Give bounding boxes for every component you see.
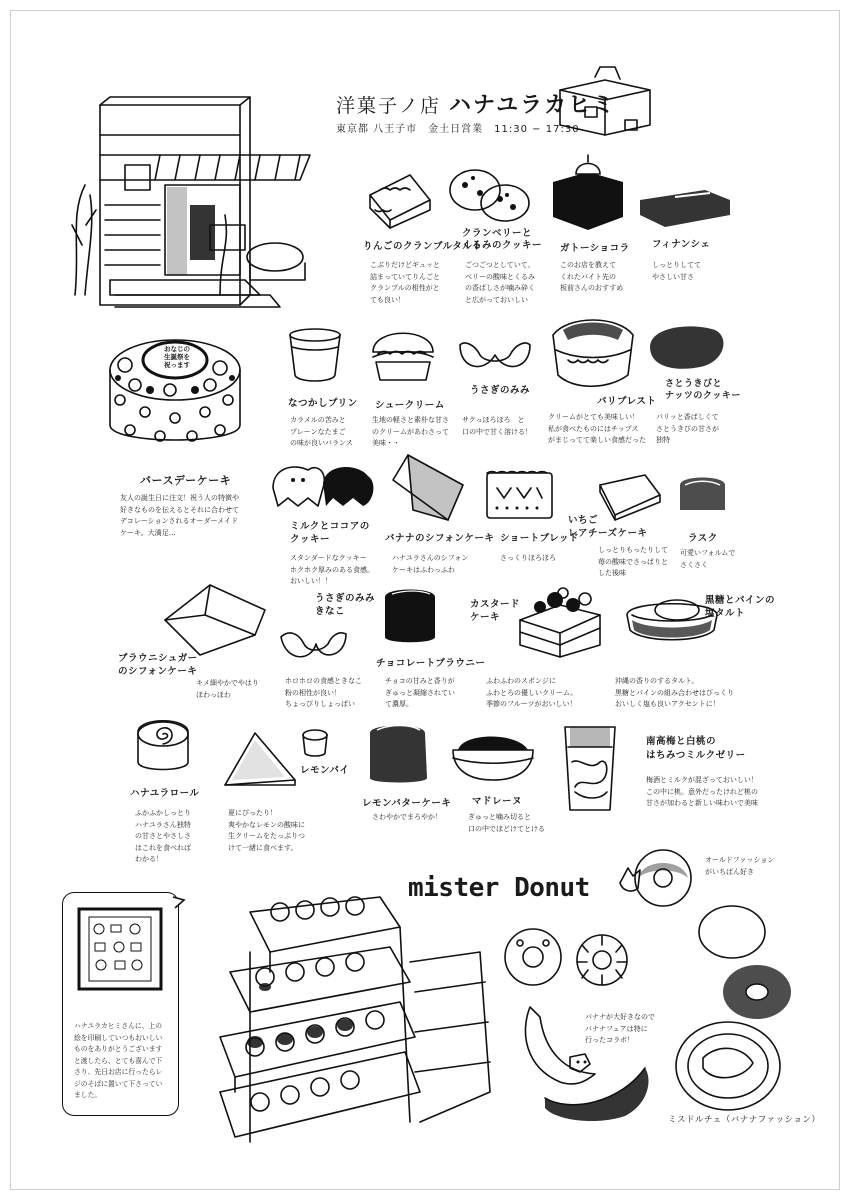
old-fashion-donut-icon	[618, 848, 700, 908]
milk-cocoa-cookie-illustration	[268, 458, 378, 513]
item-name-paris-brest: パリブレスト	[597, 396, 657, 407]
item-desc-pudding: カラメルの苦みと プレーンなたまご の味が良いバランス	[290, 416, 353, 447]
item-desc-rusk: 可愛いフォルムで さくさく	[680, 549, 736, 569]
brown-sugar-chiffon-illustration	[160, 580, 270, 660]
paris-brest-illustration	[548, 315, 638, 390]
item-desc-madeleine: ぎゅっと噛み切ると 口の中でほどけてとける	[468, 813, 545, 833]
item-desc-brown-sugar-chiffon: キメ細やかでやはり ほわっほわ	[196, 679, 259, 699]
item-name-rusk: ラスク	[688, 533, 718, 544]
item-name-custard-cake: カスタード ケーキ	[470, 599, 521, 623]
banana-chiffon-illustration	[388, 450, 468, 525]
item-desc-cream-puff: 生地の軽さと素朴な甘さ のクリームがあわさって 美味・・	[372, 416, 449, 447]
item-desc-custard-cake: ふわふわのスポンジに ふわとろの優しいクリーム。 季節のフルーツがおいしい！	[486, 677, 578, 708]
item-desc-financier: しっとりしてて やさしい甘さ	[652, 261, 701, 281]
misdolce-plate-illustration	[673, 1018, 783, 1113]
memo-speech-tail	[172, 896, 186, 910]
donut-chocolate-ring-icon	[720, 962, 795, 1022]
item-name-brown-sugar-chiffon: ブラウニシュガー のシフォンケーキ	[118, 653, 198, 677]
gateau-chocolat-illustration	[548, 152, 628, 232]
financier-illustration	[635, 185, 735, 230]
item-name-birthday-cake: バースデーケーキ	[140, 474, 232, 487]
banana-donut-illustration	[540, 1058, 655, 1123]
donut-plain-icon	[695, 902, 770, 962]
shop-name: ハナユラカヒミ	[449, 93, 617, 118]
item-desc-usagi-mimi-kinako: ホロホロの食感ときなこ 粉の相性が良い！ ちょっぴりしょっぱい	[285, 677, 362, 708]
lemon-pie-illustration	[220, 725, 330, 790]
item-desc-chocolate-brownie: チョコの甘みと香りが ぎゅっと凝縮されてい て濃厚。	[385, 677, 455, 708]
storefront-illustration	[70, 95, 320, 315]
donut-pon-de-ring-icon	[498, 925, 568, 990]
item-desc-lemon-butter-cake: さわやかでまろやか！	[372, 813, 442, 821]
cranberry-walnut-cookie-illustration	[445, 165, 535, 225]
item-desc-gateau-chocolat: このお店を教えて くれたバイト先の 板前さんのおすすめ	[560, 261, 624, 292]
item-name-hanayura-roll: ハナユラロール	[130, 788, 200, 799]
item-name-brown-sugar-pineapple-tart: 黒糖とパインの 塩タルト	[705, 595, 776, 619]
item-desc-banana-chiffon: ハナユラさんのシフォン ケーキはふわっふわ	[392, 554, 469, 574]
item-desc-milk-cocoa-cookie: スタンダードなクッキー ホクホク厚みのある食感。 おいしい！！	[290, 554, 374, 585]
old-fashion-note: オールドファッション がいちばん好き	[705, 856, 775, 876]
usagi-mimi-kinako-illustration	[276, 622, 351, 667]
item-name-banana-chiffon: バナナのシフォンケーキ	[385, 533, 495, 544]
item-desc-sugar-nut-cookie: パリッと香ばしくて さとうきびの甘さが 独特	[656, 413, 719, 444]
pudding-illustration	[285, 325, 345, 385]
cream-puff-illustration	[368, 322, 438, 387]
item-desc-paris-brest: クリームがとても美味しい！ 私が食べたものにはチップス がまじってて楽しい食感だった	[548, 413, 646, 444]
lemon-butter-cake-illustration	[365, 718, 435, 788]
mister-donut-title: mister Donut	[408, 873, 590, 903]
item-name-sugar-nut-cookie: さとうきびと ナッツのクッキー	[665, 379, 741, 401]
birthday-cake-plate-text: おなじの 生誕祭を 祝っます	[164, 345, 190, 369]
item-desc-lemon-pie: 夏にぴったり！ 爽やかなレモンの酸味に 生クリームをたっぷりつ けて一緒に食べます。	[228, 809, 305, 852]
sugar-nut-cookie-illustration	[645, 322, 730, 372]
item-name-chocolate-brownie: チョコレートブラウニー	[376, 658, 486, 669]
madeleine-illustration	[448, 730, 538, 785]
apple-crumble-tart-illustration	[365, 170, 435, 230]
item-name-cream-puff: シュークリーム	[375, 400, 445, 411]
brown-sugar-pineapple-tart-illustration	[622, 585, 722, 645]
cake-box-icon	[555, 65, 655, 135]
memo-drawing-thumbnail	[77, 907, 163, 991]
banana-note: バナナが大好きなので バナナフェアは特に 行ったコラボ！	[585, 1013, 655, 1044]
donut-display-shelf-illustration	[210, 892, 495, 1167]
item-desc-birthday-cake: 友人の誕生日に注文！祝う人の特徴や 好きなものを伝えるとそれに合わせて デコレーションされるオーダーメイド ケーキ。大満足…	[120, 494, 239, 537]
item-desc-peach-jelly: 梅酒とミルクが混ざっておいしい！ この中に桃。意外だったけれど桃の 甘さが加わると新しい味わいで美味	[646, 776, 758, 807]
item-name-usagi-mimi-kinako: うさぎのみみ きなこ	[315, 593, 376, 617]
custard-cake-illustration	[515, 585, 605, 660]
item-name-strawberry-rare-cheese: いちご レアチーズケーキ	[568, 515, 648, 539]
hanayura-roll-illustration	[128, 712, 198, 777]
item-name-madeleine: マドレーヌ	[472, 796, 523, 807]
item-name-cranberry-walnut-cookie: クランベリーと くるみのクッキー	[462, 228, 543, 251]
item-desc-brown-sugar-pineapple-tart: 沖縄の香りのするタルト。 黒糖とパインの組み合わせはびっくり おいしく塩も良いアクセントに！	[615, 677, 734, 708]
item-name-apple-crumble-tart: りんごのクランブルタルト	[363, 241, 483, 252]
shortbread-illustration	[482, 468, 557, 523]
item-name-lemon-pie: レモンパイ	[300, 765, 350, 776]
item-name-usagi-mimi: うさぎのみみ	[470, 385, 531, 396]
item-desc-usagi-mimi: サクっほろほろ と 口の中で甘く溶ける！	[462, 416, 532, 436]
item-desc-shortbread: さっくりほろほろ	[500, 554, 556, 562]
item-name-lemon-butter-cake: レモンバターケーキ	[362, 798, 452, 809]
item-name-gateau-chocolat: ガトーショコラ	[560, 243, 630, 254]
item-name-shortbread: ショートブレッド	[500, 533, 580, 544]
shop-address: 東京都 八王子市 金土日営業 11:30 − 17:30	[336, 124, 580, 135]
item-name-peach-jelly: 南高梅と白桃の はちみつミルクゼリー	[646, 736, 746, 761]
item-desc-cranberry-walnut-cookie: ごつごつとしていて、 ベリーの酸味とくるみ の香ばしさが噛み砕く と広がっておいしい	[465, 261, 535, 304]
peach-jelly-illustration	[560, 722, 620, 817]
usagi-mimi-illustration	[455, 335, 535, 375]
rusk-illustration	[675, 470, 730, 515]
chocolate-brownie-illustration	[380, 582, 440, 647]
misdolce-caption: ミスドルチェ（バナナファッション）	[668, 1115, 821, 1125]
item-desc-hanayura-roll: ふかふかしっとり ハナユラさん独特 の甘さとやさしさ はこれを食べれば わかる！	[135, 809, 191, 863]
item-desc-strawberry-rare-cheese: しっとりもったりして 苺の酸味でさっぱりと した後味	[598, 546, 668, 577]
donut-french-cruller-icon	[570, 930, 635, 990]
item-name-milk-cocoa-cookie: ミルクとココアの クッキー	[290, 521, 370, 545]
memo-card	[62, 892, 179, 1116]
item-desc-apple-crumble-tart: こぶりだけどギュッと 詰まっていてりんごと クランブルの相性がと ても良い！	[370, 261, 440, 304]
strawberry-rare-cheese-illustration	[595, 470, 665, 520]
item-name-financier: フィナンシェ	[652, 239, 711, 250]
shop-prefix: 洋菓子ノ店	[336, 95, 442, 117]
memo-text: ハナユラカヒミさんに、上の 絵を印刷していつもおいしい ものをありがとうございます と渡したら、とても喜んで下 さり、先日お店に行ったらレ ジのそばに置いて下さってい ました。	[74, 1022, 163, 1099]
item-name-pudding: なつかしプリン	[288, 398, 358, 409]
